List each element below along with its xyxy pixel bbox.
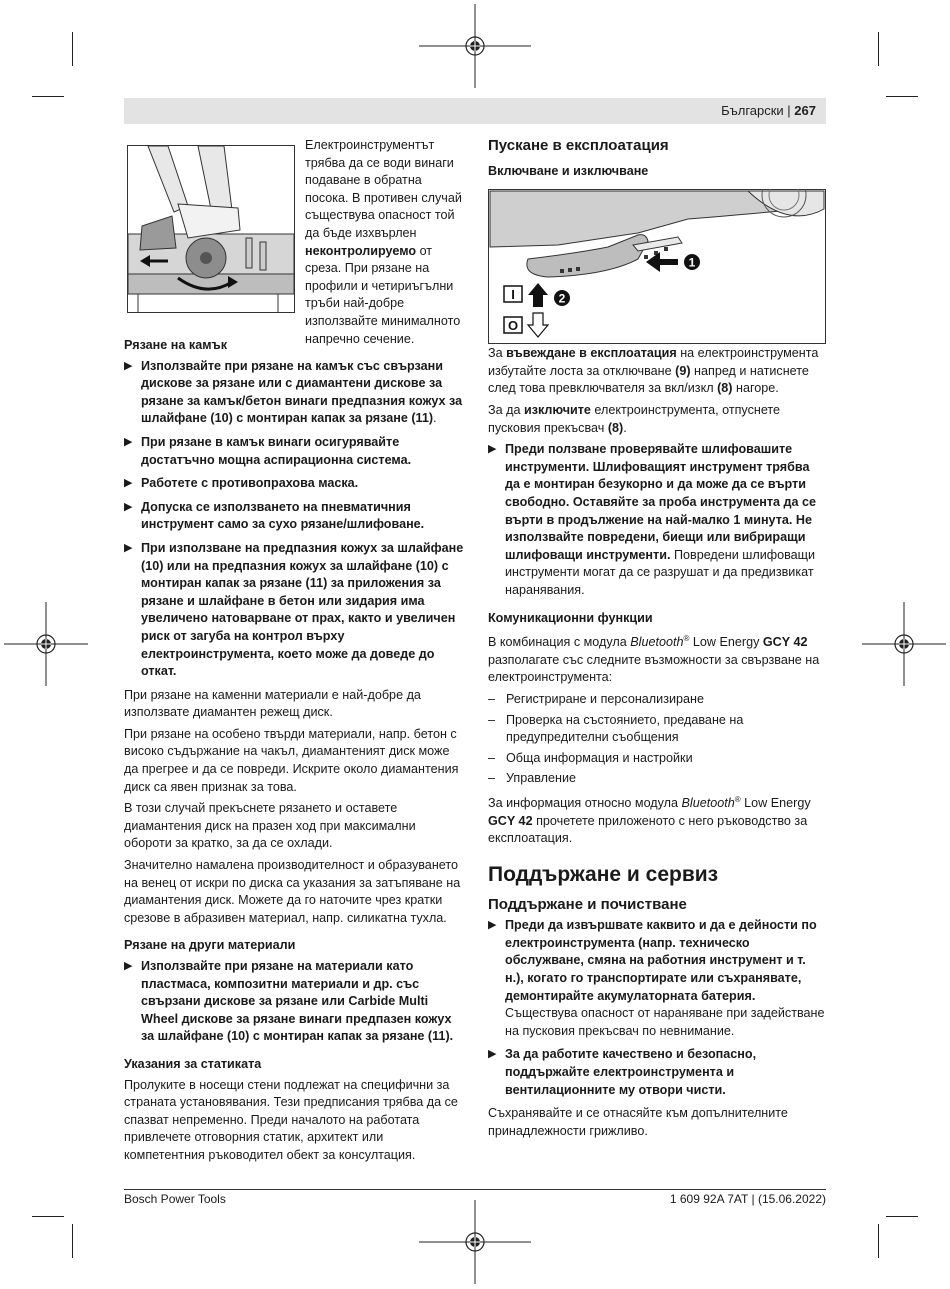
- stone-paragraph: При рязане на каменни материали е най-добре да използвате диамантен режещ диск.: [124, 687, 421, 720]
- bluetooth-text: Bluetooth: [630, 635, 684, 650]
- bullet-triangle-icon: ▶: [488, 919, 497, 932]
- module-name: GCY 42: [762, 635, 808, 650]
- registration-mark-left: [4, 602, 88, 686]
- comm-text: Low Energy: [689, 635, 763, 650]
- communication-paragraph: [488, 630, 826, 687]
- operation-heading: Пускане в експлоатация: [488, 137, 669, 154]
- dash-marker: –: [488, 750, 496, 765]
- left-column: [124, 327, 464, 1169]
- info-text: Low Energy: [740, 796, 811, 811]
- bullet-triangle-icon: ▶: [488, 1048, 497, 1061]
- page-number: 267: [794, 103, 816, 118]
- bullet-triangle-icon: ▶: [124, 500, 133, 513]
- footer-rule: [124, 1189, 826, 1190]
- cleaning-bullet-2: За да работите качествено и безопасно, поддържайте електроинструмента и вентилационните му отвори чисти.: [505, 1047, 757, 1097]
- registered-mark: ®: [683, 634, 690, 644]
- header-text: Български | 267: [721, 103, 816, 118]
- stone-bullet-4: Допуска се използването на пневматичния инструмент само за сухо рязане/шлифоване.: [141, 499, 425, 532]
- dash-marker: –: [488, 712, 496, 727]
- switch-off-paragraph: [488, 402, 826, 437]
- bullet-triangle-icon: ▶: [488, 443, 497, 456]
- dash-marker: –: [488, 771, 496, 786]
- static-heading: Указания за статиката: [124, 1056, 262, 1071]
- other-materials-heading: Рязане на други материали: [124, 938, 296, 953]
- info-text: прочетете приложеното с него ръководство за експлоатация.: [488, 813, 808, 846]
- off-text: .: [623, 420, 627, 435]
- comm-item: Обща информация и настройки: [506, 750, 693, 765]
- registration-mark-right: [862, 602, 946, 686]
- comm-item: Управление: [506, 771, 577, 786]
- service-heading: Поддържане и сервиз: [488, 863, 719, 886]
- comm-text: разполагате със следните възможности за свързване на електроинструмента:: [488, 652, 820, 685]
- registration-mark-top: [419, 4, 531, 88]
- bluetooth-text: Bluetooth: [681, 796, 735, 811]
- registration-mark-bottom: [419, 1200, 531, 1284]
- on-symbol: I: [511, 287, 515, 302]
- bullet-triangle-icon: ▶: [124, 541, 133, 554]
- module-name: GCY 42: [488, 813, 533, 828]
- stone-bullet-1-end: .: [433, 411, 437, 426]
- static-paragraph: Пролуките в носещи стени подлежат на специфични за страната установявания. Тези предписания трябва да се спазват непременно. Преди началото на работата привлечете отговорния статик, архитект или компетентния ръководител обект за консултация.: [124, 1077, 458, 1162]
- on-ref-8: (8): [717, 381, 733, 396]
- dash-marker: –: [488, 692, 496, 707]
- stone-paragraph: При рязане на особено твърди материали, напр. бетон с високо съдържание на чакъл, диамантеният диск може да прегрее и да се повреди. Искрите около диамантения диск са явен признак за това.: [124, 726, 459, 794]
- crop-mark: [32, 1216, 64, 1217]
- off-text: За да: [488, 402, 524, 417]
- crop-mark: [72, 1224, 73, 1258]
- comm-item: Регистриране и персонализиране: [506, 692, 704, 707]
- cleaning-text: Съществува опасност от нараняване при задействане на пусковия прекъсвач по невнимание.: [505, 1006, 825, 1038]
- stone-paragraph: Значително намалена производителност и образуването на венец от искри по диска са указания за затъпяване на диамантения диск. Можете да го наточите чрез кратки срезове в абразивен материал, напр. силикатна тухла.: [124, 858, 461, 925]
- crop-mark: [886, 96, 918, 97]
- page-header: [124, 98, 826, 124]
- cleaning-heading: Поддържане и почистване: [488, 895, 687, 913]
- cleaning-bold: Преди да извършвате каквито и да е дейности по електроинструмента (напр. техническо обслужване, смяна на работния инструмент и т. н.), когато го транспортирате или съхранявате, демонтирайте акумулаторната батерия.: [505, 918, 817, 1003]
- other-bullet: [124, 958, 464, 1046]
- off-text: електроинструмента, отпуснете пусковия прекъсвач: [488, 402, 781, 435]
- check-bullet: [488, 441, 826, 599]
- stone-bullet-1: Използвайте при рязане на камък със свързани дискове за рязане или с диамантени дискове за рязане за камък/бетон винаги предпазния кожух за шлайфане (10) с монтиран капак за рязане (11): [141, 358, 463, 426]
- comm-list-item: [488, 691, 826, 709]
- bullet-triangle-icon: ▶: [124, 477, 133, 490]
- intro-text-end: от среза. При рязане на профили и четириъгълни тръби най-добре използвайте минималното напречно сечение.: [305, 243, 461, 346]
- intro-bold: неконтролируемо: [305, 243, 417, 258]
- left-column-intro: [305, 137, 465, 352]
- on-off-heading: Включване и изключване: [488, 163, 649, 178]
- crop-mark: [32, 96, 64, 97]
- intro-text: Електроинструментът трябва да се води винаги подаване в обратна посока. В противен случай съществува опасност той да бъде изхвърлен: [305, 138, 462, 240]
- check-text: Повредени шлифоващи инструменти могат да се разрушат и да предизвикат наранявания.: [505, 547, 816, 597]
- stone-bullet-3: Работете с противопрахова маска.: [141, 476, 359, 491]
- crop-mark: [886, 1216, 918, 1217]
- stone-bullet-5: При използване на предпазния кожух за шлайфане (10) или на предпазния кожух за шлайфане (10) с монтиран капак за рязане (11) за приложения за рязане и шлайфане в бетон или зидария има увеличено натоварване от прах, както и увеличен риск от загуба на контрол върху електроинструмента, което може да доведе до откат.: [141, 540, 464, 679]
- crop-mark: [878, 1224, 879, 1258]
- intro-paragraph: [305, 137, 465, 348]
- cleaning-bullet: [488, 917, 826, 1040]
- footer-brand: Bosch Power Tools: [124, 1192, 226, 1206]
- switch-figure: [488, 189, 826, 344]
- bullet-triangle-icon: ▶: [124, 960, 133, 972]
- comm-list-item: [488, 750, 826, 768]
- stone-bullet: [124, 358, 464, 428]
- cutting-illustration: [127, 145, 295, 313]
- on-text: напред и натиснете след това превключвателя за вкл/изкл: [488, 363, 809, 396]
- comm-list-item: [488, 712, 826, 747]
- crop-mark: [878, 32, 879, 66]
- stone-paragraph: В този случай прекъснете рязането и оставете диамантения диск на празен ход при максимални обороти за кратко, за да се охлади.: [124, 801, 416, 851]
- stone-bullet: [124, 475, 464, 493]
- switch-on-paragraph: [488, 345, 826, 398]
- stone-heading: Рязане на камък: [124, 338, 228, 352]
- crop-mark: [72, 32, 73, 66]
- header-language: Български: [721, 103, 784, 118]
- bullet-triangle-icon: ▶: [124, 435, 133, 448]
- on-bold: въвеждане в експлоатация: [506, 346, 677, 361]
- comm-text: В комбинация с модула: [488, 635, 631, 650]
- on-text: За: [488, 346, 507, 361]
- comm-list-item: [488, 770, 826, 788]
- label-2: 2: [558, 291, 566, 306]
- other-bullet-1: Използвайте при рязане на материали като пластмаса, композитни материали и др. със свързани дискове за рязане или Carbide Multi Wheel дискове за рязане винаги предпазен кожух за шлайфане (10) с монтиран капак за рязане (11).: [141, 959, 454, 1044]
- label-1: 1: [688, 255, 696, 270]
- cleaning-bullet: [488, 1046, 826, 1099]
- info-paragraph: [488, 791, 826, 848]
- storage-paragraph: Съхранявайте и се отнасяйте към допълнителните принадлежности грижливо.: [488, 1106, 788, 1138]
- stone-bullet: [124, 499, 464, 534]
- on-text: нагоре.: [732, 381, 779, 396]
- on-text: на електроинструмента избутайте лоста за отключване: [488, 346, 819, 378]
- communication-heading: Комуникационни функции: [488, 610, 653, 625]
- off-symbol: O: [507, 318, 519, 333]
- info-text: За информация относно модула: [488, 796, 682, 811]
- stone-bullet: [124, 434, 464, 469]
- on-ref-9: (9): [675, 363, 691, 378]
- comm-item: Проверка на състоянието, предаване на предупредителни съобщения: [506, 712, 744, 745]
- bullet-triangle-icon: ▶: [124, 359, 133, 372]
- check-bold: Преди ползване проверявайте шлифовашите инструменти. Шлифоващият инструмент трябва да е монтиран безукорно и да може да се върти свободно. Оставяйте за проба инструмента да се върти в продължение на най-малко 1 минута. Не използвайте повредени, биещи или вибриращи шлифоващи инструменти.: [505, 442, 817, 562]
- stone-bullet-2: При рязане в камък винаги осигурявайте достатъчно мощна аспирационна система.: [141, 434, 412, 467]
- registered-mark: ®: [734, 795, 741, 805]
- footer-doc-code: 1 609 92A 7AT | (15.06.2022): [669, 1192, 826, 1206]
- off-ref-8: (8): [607, 420, 624, 435]
- off-bold: изключите: [523, 402, 591, 417]
- stone-bullet: [124, 540, 464, 681]
